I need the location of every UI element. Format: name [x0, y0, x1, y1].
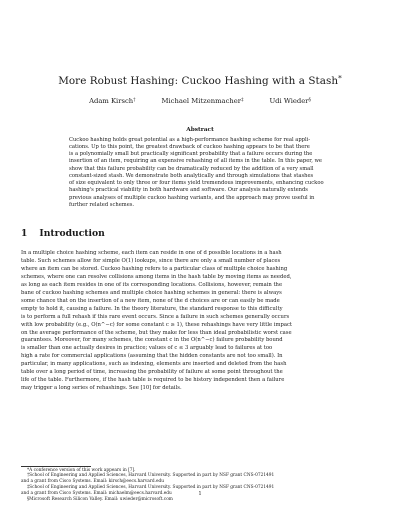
section-number: 1: [21, 228, 28, 239]
body-line: table over a long period of time, increasing the probability of failure at some point throughout the: [21, 369, 283, 376]
abstract-line: is a polynomially small but practically significant probability that a failure occurs during the: [69, 151, 313, 157]
section-heading: [21, 228, 105, 239]
abstract-line: constant-sized stash. We demonstrate both analytically and through simulations that stashes: [69, 172, 314, 179]
body-line: life of the table. Furthermore, if the hash table is required to be history independent then a failure: [21, 377, 285, 384]
author-name: Adam Kirsch: [89, 97, 134, 105]
abstract-line: of size equivalent to only three or four items yield tremendous improvements, enhancing cuckoo: [69, 180, 324, 186]
footnote-line: ‡School of Engineering and Applied Sciences, Harvard University. Supported in part by NSF grant CNS-0721491: [27, 485, 275, 491]
body-line: particular, in many applications, such as indexing, elements are inserted and deleted from the hash: [21, 361, 287, 368]
footnote-line: †School of Engineering and Applied Sciences, Harvard University. Supported in part by NSF grant CNS-0721491: [27, 473, 275, 479]
abstract-line: previous analyses of multiple cuckoo hashing variants, and the approach may prove useful in: [69, 194, 315, 201]
body-line: In a multiple choice hashing scheme, each item can reside in one of d possible locations in a hash: [21, 250, 282, 256]
author: [269, 97, 310, 105]
abstract-line: insertion of an item, requiring an expensive rehashing of all items in the table. In this paper, we: [69, 158, 323, 165]
author: [162, 97, 244, 105]
author-list: [0, 97, 400, 105]
author-name: Michael Mitzenmacher: [161, 97, 242, 105]
body-line: bane of cuckoo hashing schemes and multiple choice hashing schemes in general: there is always: [21, 289, 282, 296]
footnote-line: *A conference version of this work appears in [7].: [27, 467, 136, 473]
introduction-body: [21, 250, 380, 393]
abstract-heading: Abstract: [186, 127, 214, 133]
body-line: empty to hold it, causing a failure. In the theory literature, the standard response to this difficulty: [21, 305, 283, 312]
body-line: as long as each item resides in one of its corresponding locations. Collisions, however, remain the: [21, 281, 283, 288]
footnote-line: §Microsoft Research Silicon Valley. Email: uwieder@microsoft.com: [27, 497, 173, 503]
author-mark: ‡: [241, 97, 244, 103]
abstract-line: cations. Up to this point, the greatest drawback of cuckoo hashing appears to be that there: [69, 143, 310, 150]
body-line: table. Such schemes allow for simple O(1) lookups, since there are only a small number of places: [21, 257, 281, 264]
author-mark: §: [308, 97, 311, 103]
footnote-line: and a grant from Cisco Systems. Email: kirsch@eecs.harvard.edu: [21, 479, 165, 485]
author-mark: †: [133, 97, 136, 103]
page-number: 1: [198, 491, 202, 497]
abstract-line: further related schemes.: [69, 201, 135, 208]
paper-title: [0, 75, 400, 87]
author-name: Udi Wieder: [269, 97, 309, 105]
abstract-line: hashing's practical viability in both hardware and software. Our analysis naturally extends: [69, 187, 308, 194]
body-line: with low probability (e.g., O(n^−c) for some constant c ≥ 1), these rehashings have very little impact: [21, 321, 293, 328]
section-title: Introduction: [39, 228, 105, 239]
footnote-line: and a grant from Cisco Systems. Email: michaelm@eecs.harvard.edu: [21, 491, 172, 497]
body-line: some chance that on the insertion of a new item, none of the d choices are or can easily be made: [21, 297, 280, 304]
author: [89, 97, 135, 105]
abstract-body: [69, 137, 332, 210]
abstract-line: Cuckoo hashing holds great potential as a high-performance hashing scheme for real appli-: [69, 136, 311, 143]
body-line: guarantees. Moreover, for many schemes, the constant c in the O(n^−c) failure probability bound: [21, 337, 283, 344]
body-line: may trigger a long series of rehashings. See [10] for details.: [21, 385, 182, 392]
body-line: on the average performance of the scheme, but they make for less than ideal probabilistic worst case: [21, 329, 292, 336]
abstract-line: show that this failure probability can be dramatically reduced by the addition of a very small: [69, 165, 314, 172]
body-line: high a rate for commercial applications (assuming that the hidden constants are not too small). In: [21, 353, 283, 360]
body-line: is smaller than one actually desires in practice; values of c ≤ 3 arguably lead to failures at too: [21, 345, 273, 352]
title-footnote-mark: *: [338, 73, 342, 83]
body-line: schemes, where one can resolve collisions among items in the hash table by moving items as needed,: [21, 273, 292, 280]
body-line: where an item can be stored. Cuckoo hashing refers to a particular class of multiple choice hashing: [21, 265, 288, 272]
body-line: is to perform a full rehash if this rare event occurs. Since a failure in such schemes generally occurs: [21, 313, 290, 320]
title-text: More Robust Hashing: Cuckoo Hashing with a Stash: [58, 75, 339, 87]
footnotes: [21, 468, 380, 503]
